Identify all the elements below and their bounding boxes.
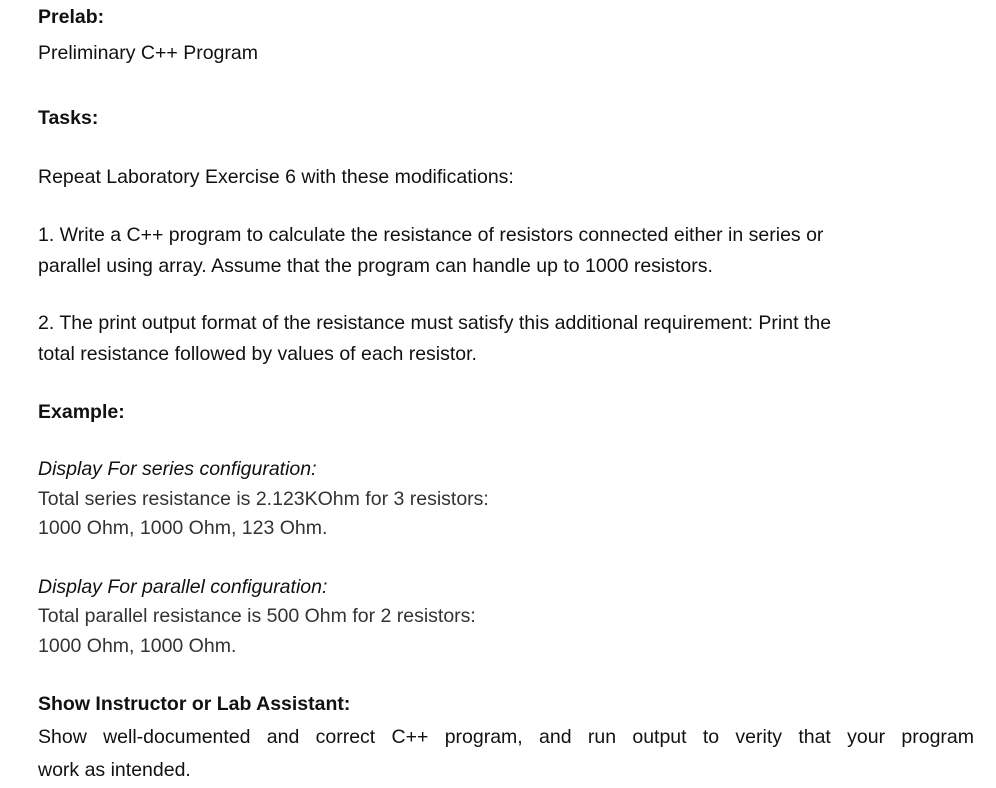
parallel-output-line-2: 1000 Ohm, 1000 Ohm. <box>38 635 237 657</box>
prelab-subtitle: Preliminary C++ Program <box>38 42 258 64</box>
tasks-heading: Tasks: <box>38 107 99 129</box>
prelab-heading: Prelab: <box>38 6 105 28</box>
task-item-2-line-1: 2. The print output format of the resistance must satisfy this additional requirement: Print the <box>38 312 832 334</box>
task-item-2-line-2: total resistance followed by values of each resistor. <box>38 343 477 365</box>
parallel-output-line-1: Total parallel resistance is 500 Ohm for 2 resistors: <box>38 605 476 627</box>
task-item-1-line-2: parallel using array. Assume that the program can handle up to 1000 resistors. <box>38 255 713 277</box>
parallel-config-title: Display For parallel configuration: <box>38 576 328 598</box>
tasks-intro: Repeat Laboratory Exercise 6 with these modifications: <box>38 166 514 188</box>
series-config-title: Display For series configuration: <box>38 458 317 480</box>
example-heading: Example: <box>38 401 125 423</box>
task-item-1-line-1: 1. Write a C++ program to calculate the resistance of resistors connected either in series or <box>38 224 824 246</box>
instructor-heading: Show Instructor or Lab Assistant: <box>38 693 351 715</box>
instructor-line-1: Show well-documented and correct C++ program, and run output to verity that your program <box>38 726 974 748</box>
series-output-line-1: Total series resistance is 2.123KOhm for 3 resistors: <box>38 488 489 510</box>
instructor-line-2: work as intended. <box>38 759 191 781</box>
series-output-line-2: 1000 Ohm, 1000 Ohm, 123 Ohm. <box>38 517 328 539</box>
